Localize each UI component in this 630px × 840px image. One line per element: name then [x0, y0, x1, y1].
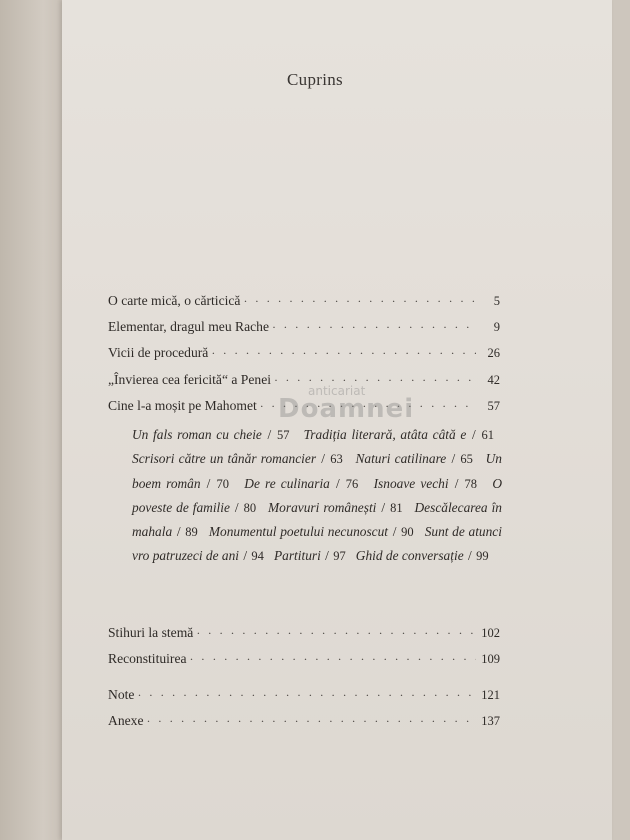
toc-subentries: Un fals roman cu cheie / 57 Tradiția literară, atâta câtă e / 61 Scrisori către un tânăr romancier / 63 Naturi catilinare / 65 Un boem român / 70 De re culinaria / 76 Isnoave vechi / 78 O poveste de familie / 80 Moravuri românești / 81 Descălecarea în mahala / 89 Monumentul poetului necunoscut / 90 Sunt de atunci vro patruzeci de ani / 94 Partituri / 97 Ghid de conversație / 99	[132, 427, 503, 564]
subentry-page: 94	[251, 549, 264, 564]
subentry-page: 78	[464, 476, 478, 491]
toc-entry-page: 9	[493, 320, 500, 334]
subentry-page: 61	[481, 428, 494, 442]
toc-entry-page: 137	[481, 714, 500, 728]
subentry-page: 89	[185, 525, 198, 540]
leader-dots	[137, 688, 476, 703]
leader-dots	[243, 294, 476, 309]
subentry-label: Naturi catilinare	[355, 451, 447, 467]
toc-entry-label: „Învierea cea fericită“ a Penei	[108, 372, 272, 387]
subentry-label: O poveste de familie	[132, 475, 502, 515]
subentry-label: Tradiția literară, atâta câtă e	[303, 427, 467, 442]
toc-entry-label: Note	[108, 687, 135, 702]
watermark-line-1: anticariat	[308, 384, 366, 398]
subentry-page: 80	[243, 500, 257, 515]
toc-entry	[108, 687, 500, 705]
subentry-label: Un boem român	[132, 451, 502, 491]
subentry-label: Scrisori către un tânăr romancier	[132, 451, 317, 467]
leader-dots	[272, 320, 476, 335]
toc-entry-label: Cine l-a moșit pe Mahomet	[108, 398, 257, 413]
toc-entry-page: 5	[493, 294, 500, 308]
subentry-label: Sunt de atunci vro patruzeci de ani	[132, 524, 502, 564]
toc-entry	[108, 345, 500, 363]
toc-entry-label: Reconstituirea	[108, 651, 187, 666]
toc-entry	[108, 372, 500, 390]
leader-dots	[274, 373, 476, 388]
subentry-label: Isnoave vechi	[373, 475, 449, 491]
toc-entry	[108, 398, 500, 416]
toc-entry-label: O carte mică, o cărticică	[108, 293, 241, 308]
subentry-label: Ghid de conversație	[355, 548, 464, 564]
toc-entry-page: 57	[487, 399, 500, 413]
toc-entry-label: Anexe	[108, 713, 144, 728]
toc-entry-page: 109	[481, 652, 500, 666]
subentry-label: De re culinaria	[244, 475, 330, 491]
page-title: Cuprins	[287, 70, 343, 89]
toc-entry	[108, 713, 500, 731]
leader-dots	[211, 346, 476, 361]
leader-dots	[146, 714, 476, 729]
subentry-page: 65	[460, 452, 473, 467]
toc-entry-page: 102	[481, 626, 500, 640]
leader-dots	[196, 626, 476, 641]
leader-dots	[260, 399, 476, 414]
subentry-page: 63	[330, 452, 343, 467]
subentry-page: 81	[390, 500, 403, 515]
subentry-page: 90	[401, 525, 414, 540]
toc-entry-label: Vicii de procedură	[108, 345, 209, 360]
subentry-label: Un fals roman cu cheie	[132, 427, 262, 442]
toc-entry-page: 121	[481, 688, 500, 702]
subentry-page: 70	[216, 476, 229, 491]
toc-entry-label: Stihuri la stemă	[108, 625, 194, 640]
subentry-page: 76	[345, 476, 359, 491]
toc-entry	[108, 319, 500, 337]
toc-entry-page: 42	[487, 373, 500, 387]
subentry-label: Monumentul poetului necunoscut	[208, 524, 389, 540]
leader-dots	[190, 652, 476, 667]
subentry-label: Moravuri românești	[268, 499, 377, 515]
toc-entry	[108, 625, 500, 643]
subentry-page: 97	[333, 549, 346, 564]
toc-entry	[108, 293, 500, 311]
subentry-page: 99	[476, 549, 489, 564]
toc-entry-label: Elementar, dragul meu Rache	[108, 319, 270, 334]
subentry-label: Descălecarea în mahala	[132, 499, 503, 540]
watermark-line-2: Doamnei	[278, 394, 415, 424]
subentry-label: Partituri	[273, 548, 321, 564]
toc-entry	[108, 651, 500, 669]
toc-entry-page: 26	[487, 346, 500, 360]
subentry-page: 57	[276, 428, 290, 442]
book-spine-shadow	[0, 0, 62, 840]
